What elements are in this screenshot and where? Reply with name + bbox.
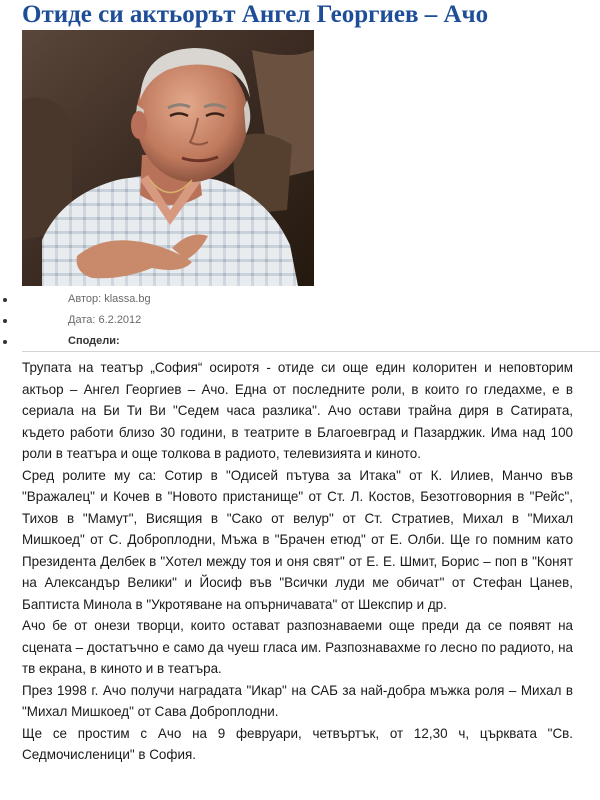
meta-date: [0, 310, 600, 331]
meta-author: [0, 289, 600, 310]
date-label: Дата: 6.2.2012: [68, 314, 142, 326]
bullet-icon: [3, 340, 7, 344]
bullet-icon: [3, 298, 7, 302]
article-body: [22, 357, 573, 766]
meta-share[interactable]: [0, 331, 600, 352]
article-paragraph: През 1998 г. Ачо получи наградата "Икар" на САБ за най-добра мъжка роля – Михал в "Михал Мишкоед" от Сава Доброплодни.: [22, 681, 574, 719]
divider: [22, 351, 600, 352]
article-paragraph: Трупата на театър „София“ осиротя - отиде си още един колоритен и неповторим актьор – Ангел Георгиев – Ачо. Една от последните роли, в които го гледахме, е в сериала на Би Ти Ви "Седем часа разлика". Ачо остави трайна диря в Сатирата, където работи близо 30 години, в театрите в Благоевград и Пазарджик. Има над 100 роли в театъра и още толкова в радиото, телевизията и киното.: [22, 359, 574, 461]
article-paragraph: Ачо бе от онези творци, които остават разпознаваеми още преди да се появят на сцената – достатъчно е само да чуеш гласа им. Разпознавахме го лесно по радиото, на тв екрана, в киното и в театъра.: [22, 617, 574, 676]
share-label[interactable]: Сподели:: [68, 335, 120, 347]
article-paragraph: Сред ролите му са: Сотир в "Одисей пътува за Итака" от К. Илиев, Манчо във "Вражалец" и Кочев в "Новото пристанище" от Ст. Л. Костов, Безотговорния в "Рейс", Тихов в "Мамут", Висящия в "Сако от велур" от Ст. Стратиев, Михал в "Михал Мишкоед" от С. Доброплодни, Мъжа в "Брачен етюд" от Е. Олби. Ще го помним като Президента Делбек в "Хотел между тоя и оня свят" от Е. Е. Шмит, Борис – поп в "Конят на Александър Велики" и Йосиф във "Всички луди ме обичат" от Стефан Цанев, Баптиста Минола в "Укротяване на опърничавата" от Шекспир и др.: [22, 466, 574, 612]
article-meta: [0, 289, 600, 352]
article-photo: [22, 30, 314, 286]
article-title: Отиде си актьорът Ангел Георгиев – Ачо: [22, 1, 489, 28]
bullet-icon: [3, 319, 7, 323]
article-paragraph: Ще се простим с Ачо на 9 февруари, четвъртък, от 12,30 ч, църквата "Св. Седмочисленици" в София.: [22, 724, 574, 762]
author-label: Автор: klassa.bg: [68, 293, 151, 305]
